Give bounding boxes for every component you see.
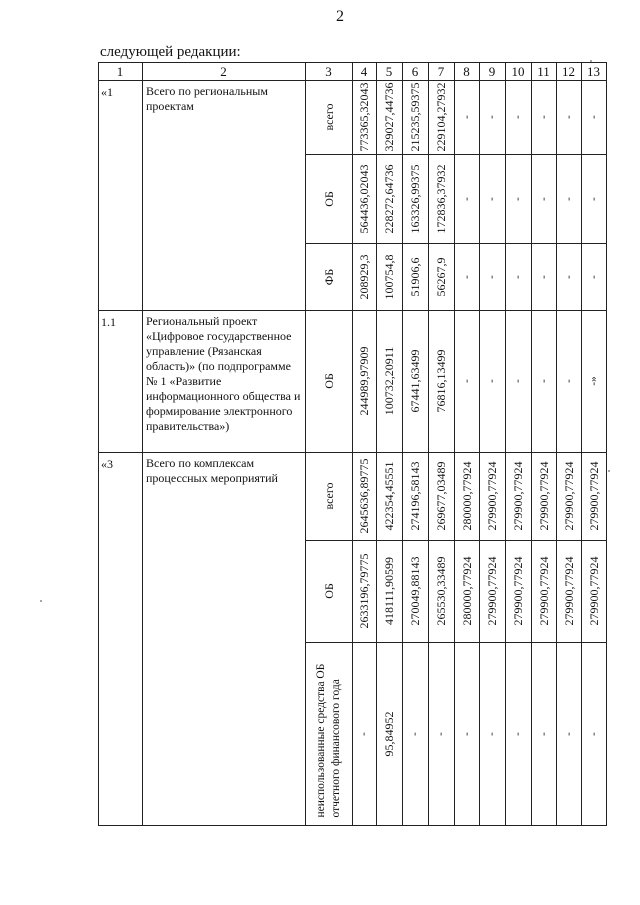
table-rule [352,62,353,826]
table-rule [581,62,582,826]
value-cell: - [587,196,599,201]
table-rule [454,62,455,826]
value-cell: 215235,59375 [408,82,422,152]
value-cell: 329027,44736 [382,82,396,152]
value-cell: - [511,196,524,201]
value-cell: 244989,97909 [357,346,371,416]
table-rule [305,62,306,826]
value-cell: 279900,77924 [485,461,499,531]
table-rule [531,62,532,826]
column-header: 9 [488,64,496,79]
column-header: 1 [116,64,124,79]
value-cell: 773365,32043 [357,82,371,152]
table-rule [142,62,143,826]
value-cell: - [537,379,549,383]
row-name: Всего по комплексам процессных мероприятий [146,456,278,485]
value-cell: - [511,274,524,279]
value-cell: 208929,3 [357,254,371,299]
value-cell: - [511,115,524,119]
value-cell: - [562,731,574,736]
value-cell: 56267,9 [434,257,448,296]
value-cell: - [485,274,498,279]
value-cell: 2633196,79775 [357,553,371,629]
column-header: 12 [562,64,575,79]
table-rule [98,62,99,826]
column-header: 3 [325,64,332,79]
value-cell: 564436,02043 [357,164,371,233]
value-cell: -» [587,376,599,386]
value-cell: - [485,115,498,119]
value-cell: 279900,77924 [536,461,551,531]
row-code: 1.1 [101,315,116,329]
value-cell: 67441,63499 [408,349,422,413]
row-label: ОБ [321,373,336,389]
value-cell: - [562,274,574,279]
table-rule [305,642,607,643]
value-cell: 95,84952 [382,711,396,756]
row-code: «1 [101,85,113,99]
row-label: ОБ [321,190,336,207]
value-cell: 279900,77924 [536,556,551,626]
row-label: ОБ [321,583,336,599]
row-label: ФБ [321,268,336,285]
value-cell: 274196,58143 [408,461,422,531]
column-header: 2 [220,64,227,79]
value-cell: - [537,196,549,201]
value-cell: - [460,731,472,736]
value-cell: - [485,196,498,201]
value-cell: 2645636,89775 [357,458,371,534]
value-cell: - [587,731,599,736]
value-cell: 163326,99375 [408,164,422,233]
column-header: 13 [587,64,600,79]
table-rule [376,62,377,826]
value-cell: 422354,45551 [382,461,396,531]
value-cell: - [485,731,498,736]
value-cell: 269677,03489 [434,461,448,531]
table-rule [428,62,429,826]
row-label: всего [321,103,336,131]
value-cell: 229104,27932 [434,82,448,152]
column-header: 11 [537,64,550,79]
scan-speck [590,60,592,62]
value-cell: 51906,6 [408,257,422,296]
table-rule [305,243,607,244]
row-label: неиспользованные средства ОБ отчетного финансового года [314,663,342,817]
table-rule [402,62,403,826]
value-cell: - [460,196,472,201]
column-header: 6 [411,64,419,79]
table-rule [305,154,607,155]
value-cell: - [537,274,549,279]
table-rule [606,62,607,826]
intro-text: следующей редакции: [100,44,241,60]
scan-speck [608,470,610,472]
value-cell: 279900,77924 [485,556,499,626]
value-cell: - [460,379,472,383]
value-cell: - [460,115,472,119]
value-cell: - [587,274,599,279]
value-cell: 76816,13499 [434,349,448,413]
row-name: Региональный проект «Цифровое государственное управление (Рязанская область)» (по подпрограмме № 1 «Развитие информационного общества и формирование электронного правительства») [146,314,301,433]
page-number: 2 [336,8,344,25]
row-label: всего [321,482,336,510]
value-cell: 100754,8 [382,254,396,299]
value-cell: - [511,731,524,736]
column-header: 8 [463,64,470,79]
value-cell: 279900,77924 [586,461,601,531]
value-cell: 279900,77924 [561,556,576,626]
table-rule [305,540,607,541]
column-header: 4 [360,64,368,79]
scan-speck [40,600,42,602]
value-cell: 228272,64736 [382,164,396,233]
value-cell: - [485,379,498,383]
column-header: 10 [511,64,525,79]
value-cell: - [587,115,599,119]
column-header: 7 [437,64,445,79]
table-rule [505,62,506,826]
value-cell: - [562,196,574,201]
value-cell: 279900,77924 [586,556,601,626]
table-rule [556,62,557,826]
value-cell: 100732,20911 [382,346,396,416]
value-cell: - [460,274,472,279]
value-cell: 280000,77924 [459,461,474,531]
column-header: 5 [385,64,393,79]
value-cell: 279900,77924 [511,556,525,626]
value-cell: 270049,88143 [408,556,422,626]
row-code: «3 [101,457,113,471]
value-cell: 265530,33489 [434,556,448,626]
value-cell: 418111,90599 [382,556,396,626]
value-cell: 279900,77924 [561,461,576,531]
value-cell: - [408,731,421,736]
value-cell: - [537,115,549,119]
value-cell: 279900,77924 [511,461,525,531]
value-cell: - [434,731,447,736]
value-cell: - [537,731,549,736]
value-cell: - [562,115,574,119]
value-cell: - [562,379,574,383]
row-name: Всего по региональным проектам [146,84,268,113]
value-cell: - [357,731,370,736]
value-cell: - [511,379,524,383]
value-cell: 172836,37932 [434,164,448,233]
value-cell: 280000,77924 [459,556,474,626]
table-rule [479,62,480,826]
